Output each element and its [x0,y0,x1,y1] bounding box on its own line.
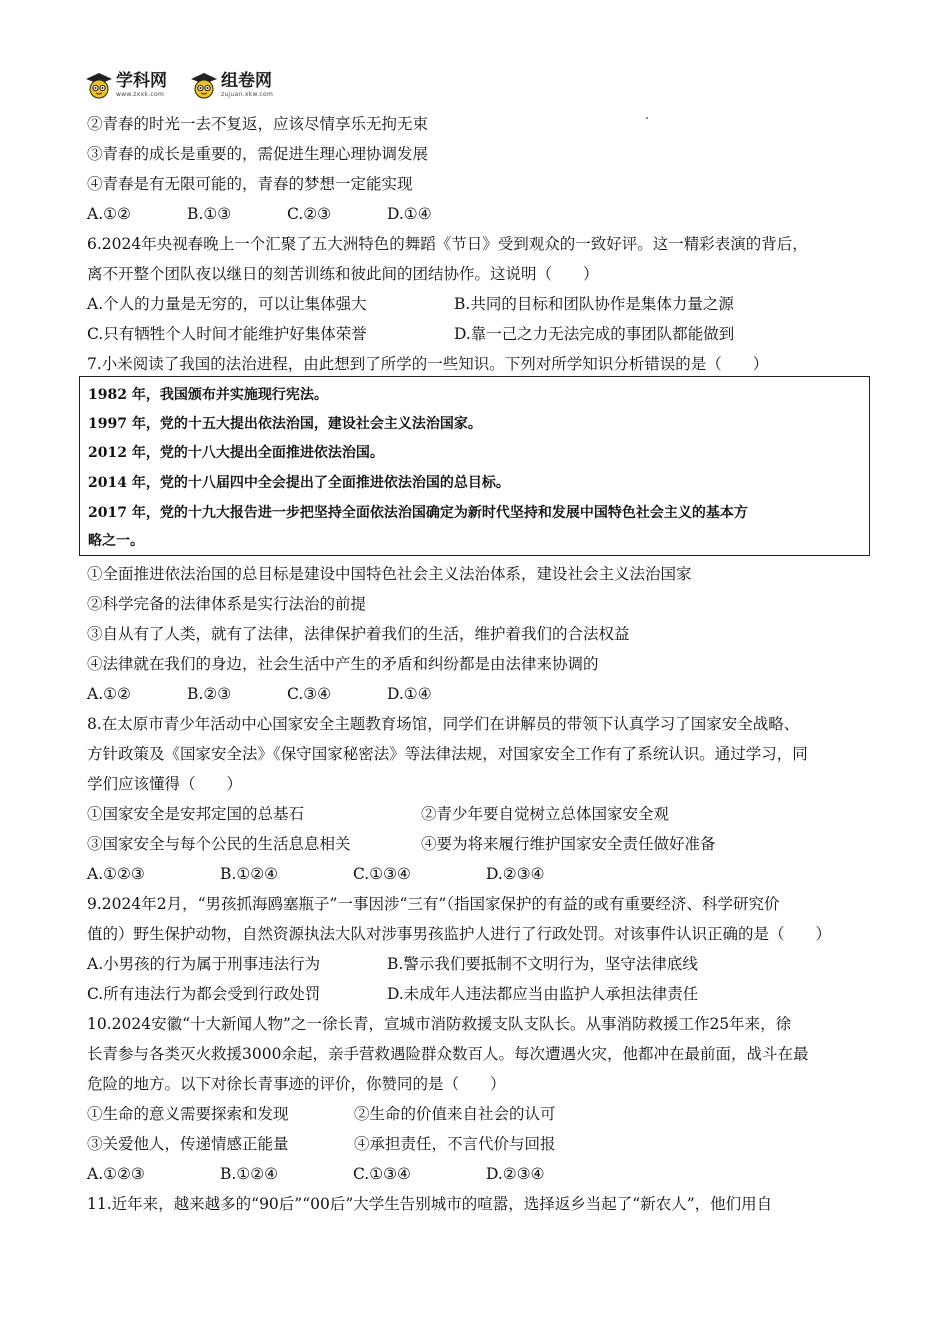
q8-item: ②青少年要自觉树立总体国家安全观 [421,805,670,823]
option[interactable]: A.①②③ [87,1165,145,1183]
scholar-cap-icon [85,71,113,99]
option[interactable]: C.只有牺牲个人时间才能维护好集体荣誉 [87,325,367,343]
option[interactable]: D.①④ [387,685,432,703]
q7-item: ④法律就在我们的身边，社会生活中产生的矛盾和纠纷都是由法律来协调的 [87,655,599,673]
q5-item: ②青春的时光一去不复返，应该尽情享乐无拘无束 [87,115,429,133]
option[interactable]: B.①③ [187,205,232,223]
timeline-entry: 2012 年，党的十八大提出全面推进依法治国。 [88,445,384,461]
q5-item: ④青春是有无限可能的，青春的梦想一定能实现 [87,175,413,193]
q9-stem: 9.2024年2月，“男孩抓海鸥塞瓶子”一事因涉“三有”（指国家保护的有益的或有重要经济、科学研究价 [87,895,780,913]
timeline-entry: 1997 年，党的十五大提出依法治国，建设社会主义法治国家。 [88,416,482,432]
option[interactable]: A.①②③ [87,865,145,883]
q6-stem: 6.2024年央视春晚上一个汇聚了五大洲特色的舞蹈《节日》受到观众的一致好评。这一精彩表演的背后， [87,235,808,253]
option[interactable]: D.②③④ [486,1165,545,1183]
option[interactable]: C.①③④ [353,865,411,883]
option[interactable]: B.①②④ [220,1165,279,1183]
q10-stem: 长青参与各类灭火救援3000余起，亲手营救遇险群众数百人。每次遭遇火灾，他都冲在最前面，战斗在最 [87,1045,809,1063]
option[interactable]: C.③④ [287,685,332,703]
logo-url: zujuan.xkw.com [221,90,274,98]
q7-item: ②科学完备的法律体系是实行法治的前提 [87,595,367,613]
timeline-entry: 2014 年，党的十八届四中全会提出了全面推进依法治国的总目标。 [88,475,510,491]
q7-item: ③自从有了人类，就有了法律，法律保护着我们的生活，维护着我们的合法权益 [87,625,630,643]
q10-item: ①生命的意义需要探索和发现 [87,1105,289,1123]
logo-name: 组卷网 [221,70,272,91]
option[interactable]: A.个人的力量是无穷的，可以让集体强大 [87,295,367,313]
law-timeline-box [79,376,870,556]
q8-stem: 方针政策及《国家安全法》《保守国家秘密法》等法律法规，对国家安全工作有了系统认识。通过学习，同 [87,745,808,763]
q7-stem: 7.小米阅读了我国的法治进程，由此想到了所学的一些知识。下列对所学知识分析错误的是（ ） [87,355,769,373]
option[interactable]: C.所有违法行为都会受到行政处罚 [87,985,321,1003]
option[interactable]: D.未成年人违法都应当由监护人承担法律责任 [387,985,699,1003]
q10-item: ②生命的价值来自社会的认可 [354,1105,556,1123]
stray-dot [646,117,648,119]
q8-item: ①国家安全是安邦定国的总基石 [87,805,305,823]
q11-stem: 11.近年来，越来越多的“90后”“00后”大学生告别城市的喧嚣，选择返乡当起了“新农人”，他们用自 [87,1195,773,1213]
option[interactable]: D.②③④ [486,865,545,883]
timeline-entry: 略之一。 [88,533,144,549]
option[interactable]: C.①③④ [353,1165,411,1183]
option[interactable]: B.②③ [187,685,232,703]
option[interactable]: C.②③ [287,205,332,223]
option[interactable]: D.靠一己之力无法完成的事团队都能做到 [454,325,735,343]
q8-item: ④要为将来履行维护国家安全责任做好准备 [421,835,716,853]
option[interactable]: B.共同的目标和团队协作是集体力量之源 [454,295,734,313]
q8-item: ③国家安全与每个公民的生活息息相关 [87,835,351,853]
q7-item: ①全面推进依法治国的总目标是建设中国特色社会主义法治体系，建设社会主义法治国家 [87,565,692,583]
q10-stem: 危险的地方。以下对徐长青事迹的评价，你赞同的是（ ） [87,1075,506,1093]
scholar-cap-icon [190,71,218,99]
q9-stem: 值的）野生保护动物，自然资源执法大队对涉事男孩监护人进行了行政处罚。对该事件认识正确的是（ ） [87,925,832,943]
logo-url: www.zxxk.com [116,90,165,98]
q5-item: ③青春的成长是重要的，需促进生理心理协调发展 [87,145,429,163]
option[interactable]: B.①②④ [220,865,279,883]
q10-stem: 10.2024安徽“十大新闻人物”之一徐长青，宣城市消防救援支队支队长。从事消防救援工作25年来，徐 [87,1015,792,1033]
option[interactable]: D.①④ [387,205,432,223]
q10-item: ③关爱他人，传递情感正能量 [87,1135,289,1153]
q6-stem: 离不开整个团队夜以继日的刻苦训练和彼此间的团结协作。这说明（ ） [87,265,599,283]
option[interactable]: A.小男孩的行为属于刑事违法行为 [87,955,321,973]
option[interactable]: A.①② [87,685,131,703]
q8-stem: 8.在太原市青少年活动中心国家安全主题教育场馆，同学们在讲解员的带领下认真学习了国家安全战略、 [87,715,800,733]
logo-name: 学科网 [116,70,167,91]
option[interactable]: B.警示我们要抵制不文明行为，坚守法律底线 [387,955,698,973]
zujuanwang-logo [190,70,273,100]
xuekewang-logo [85,70,167,100]
q10-item: ④承担责任，不言代价与回报 [354,1135,556,1153]
timeline-entry: 1982 年，我国颁布并实施现行宪法。 [88,387,328,403]
option[interactable]: A.①② [87,205,131,223]
timeline-entry: 2017 年，党的十九大报告进一步把坚持全面依法治国确定为新时代坚持和发展中国特色社会主义的基本方 [88,505,748,521]
q8-stem: 学们应该懂得（ ） [87,775,243,793]
